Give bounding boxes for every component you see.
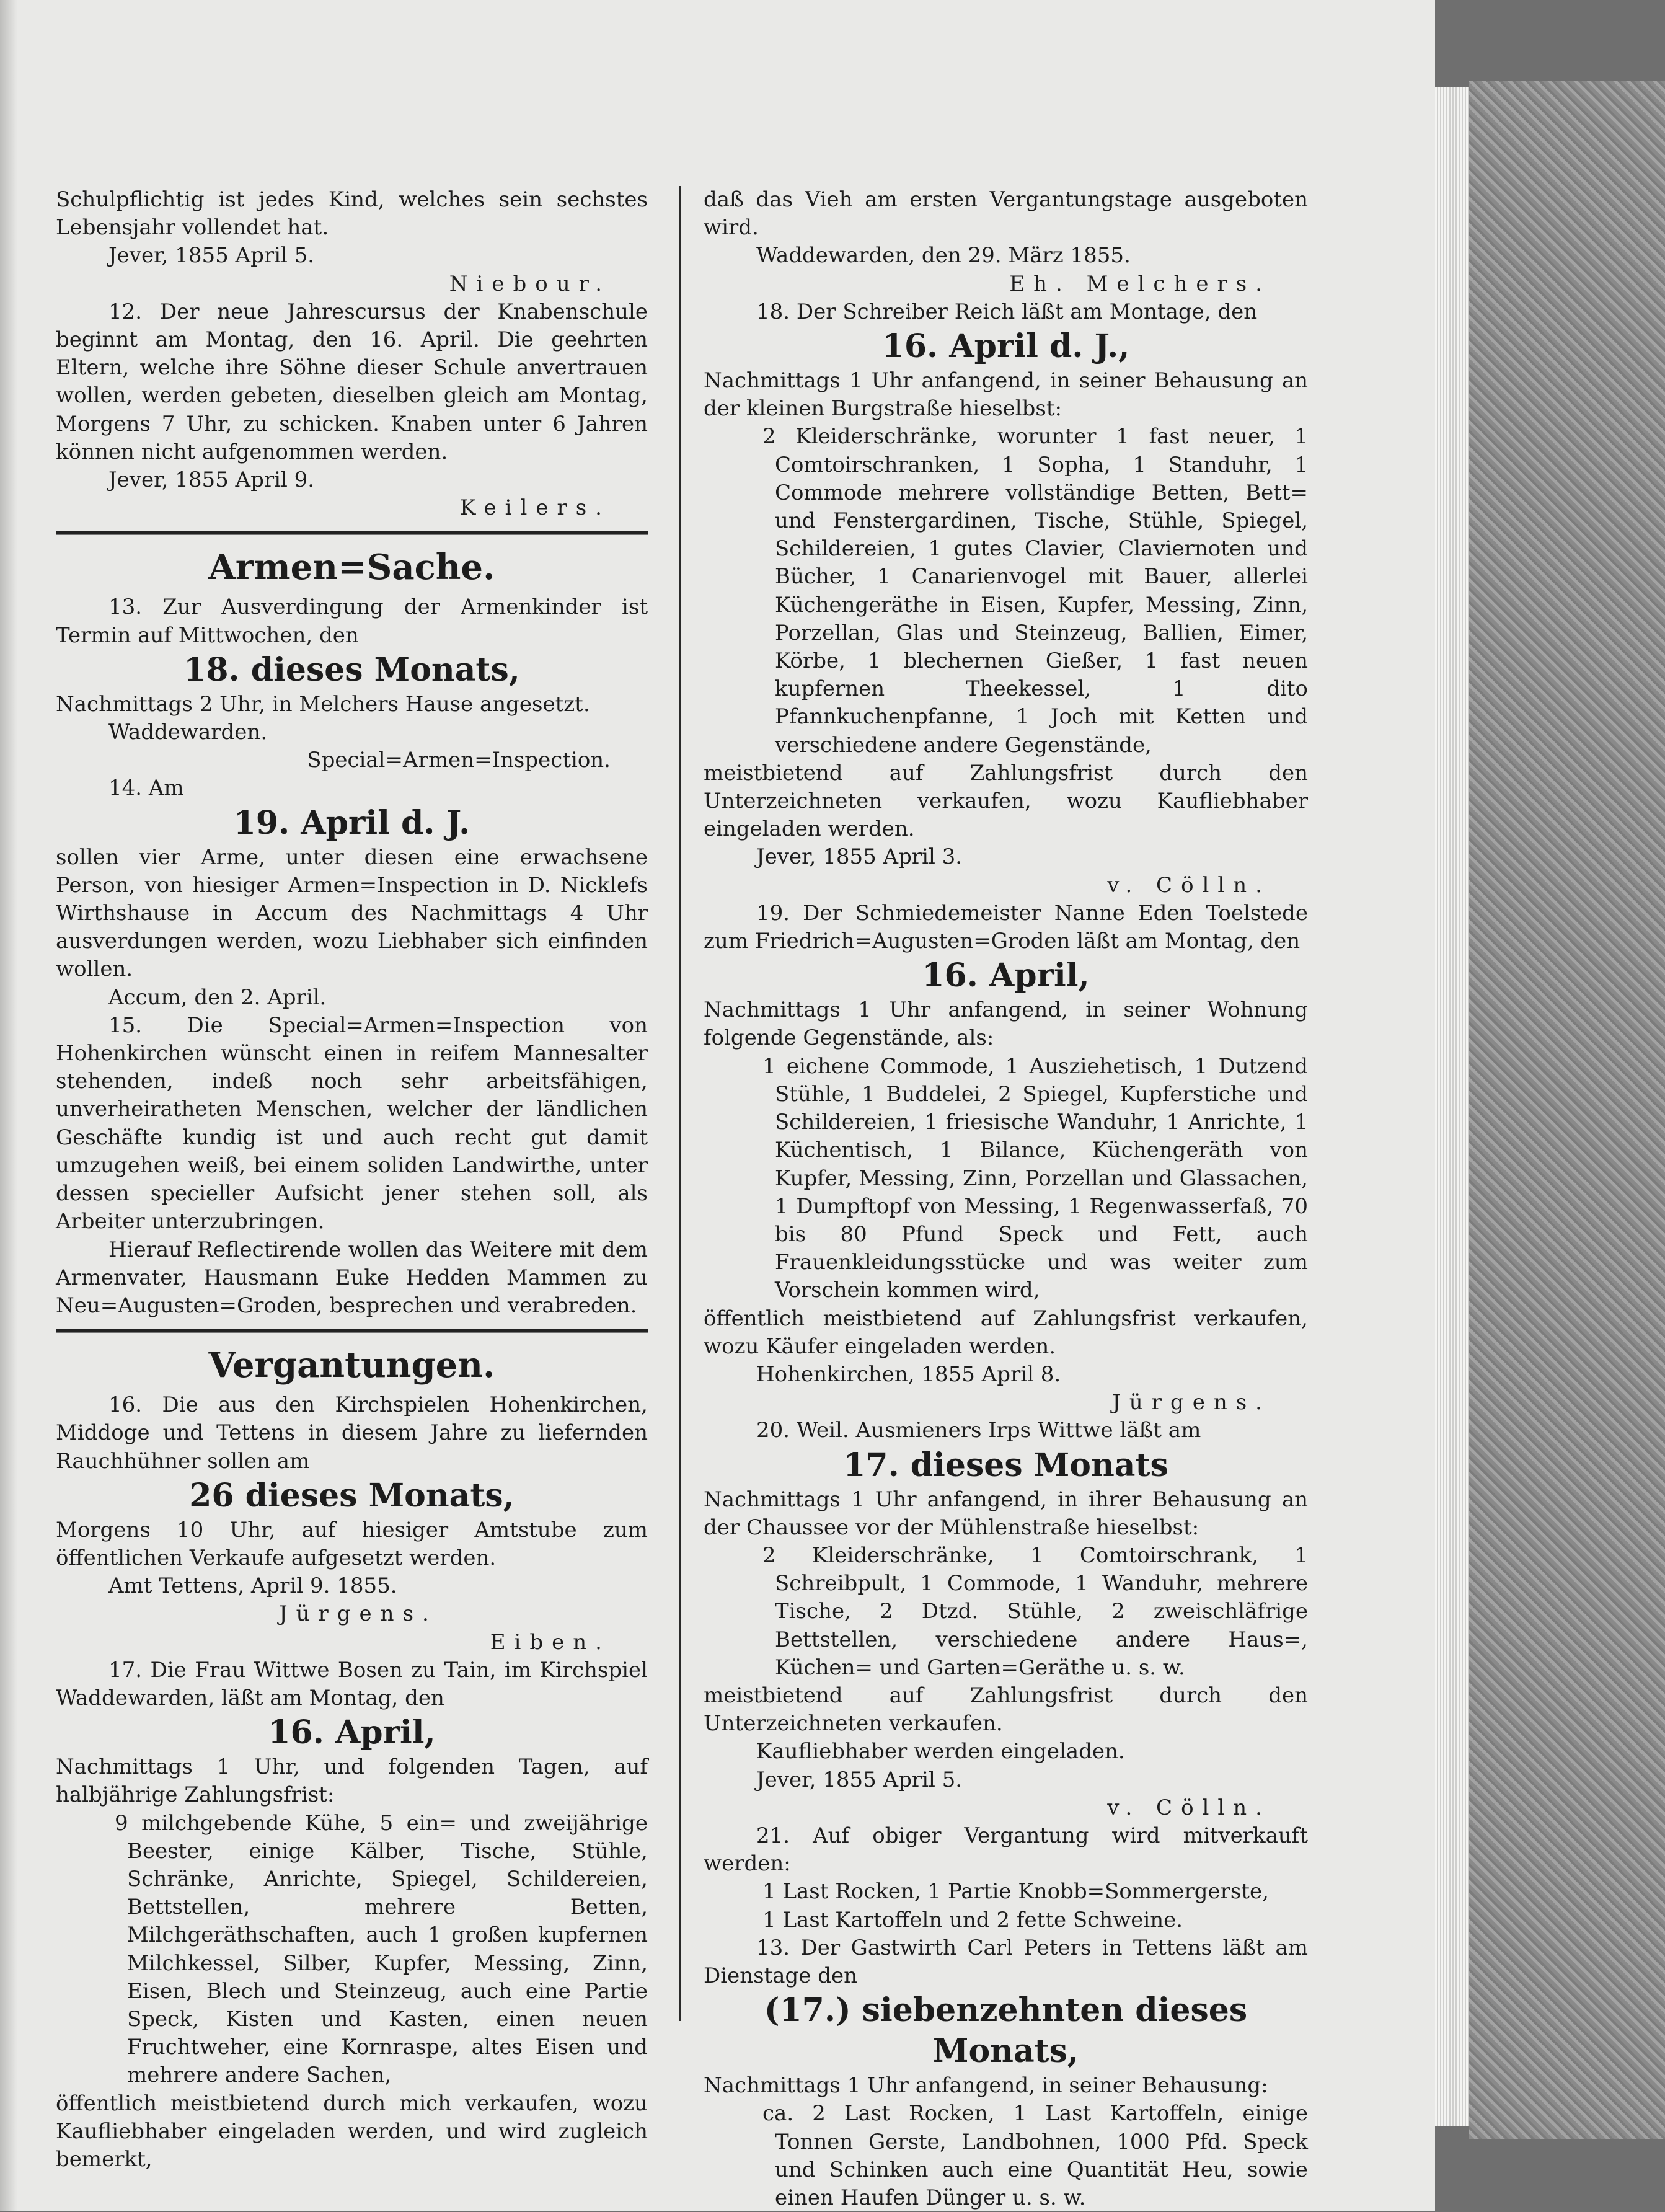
date-line: Amt Tettens, April 9. 1855. — [108, 1573, 397, 1599]
date-line: Waddewarden, den 29. März 1855. — [756, 243, 1131, 268]
item-list: ca. 2 Last Rocken, 1 Last Kartoffeln, einige Tonnen Gerste, Landbohnen, 1000 Pfd. Speck und Schinken auch eine Quantität Heu, sowie einen Haufen Dünger u. s. w. — [762, 2101, 1308, 2210]
book-cover-marbled — [1469, 81, 1665, 2139]
notice-13-cont: Nachmittags 2 Uhr, in Melchers Hause angesetzt. — [56, 691, 590, 717]
notice-14: 14. Am — [108, 776, 184, 801]
notice-13-right: 13. Der Gastwirth Carl Peters in Tettens läßt am Dienstage den — [704, 1935, 1308, 1988]
notice-15-cont: Hierauf Reflectirende wollen das Weitere mit dem Armenvater, Hausmann Euke Hedden Mammen zu Neu=Augusten=Groden, besprechen und verabreden. — [56, 1237, 648, 1318]
item-list: 2 Kleiderschränke, 1 Comtoirschrank, 1 Schreibpult, 1 Commode, 1 Wanduhr, mehrere Tische, 2 Dtzd. Stühle, 2 zweischläfrige Bettstellen, verschiedene andere Haus=, Küchen= und Garten=Geräthe u. s. w. — [762, 1542, 1308, 1680]
right-column — [704, 186, 1308, 2212]
section-heading-vergantungen: Vergantungen. — [208, 1345, 495, 1386]
page-stack-edge — [1435, 87, 1469, 2126]
notice-19: 19. Der Schmiedemeister Nanne Eden Toelstede zum Friedrich=Augusten=Groden läßt am Montag, den — [704, 900, 1308, 954]
signature: Keilers. — [460, 495, 611, 521]
notice-schulpflicht: Schulpflichtig ist jedes Kind, welches sein sechstes Lebensjahr vollendet hat. — [56, 187, 648, 241]
notice-17: 17. Die Frau Wittwe Bosen zu Tain, im Kirchspiel Waddewarden, läßt am Montag, den — [56, 1657, 648, 1710]
notice-15: 15. Die Special=Armen=Inspection von Hohenkirchen wünscht einen in reifem Mannesalter stehenden, indeß noch sehr arbeitsfähigen, unverheiratheten Menschen, welcher der ländlichen Geschäfte kundig ist und auch recht gut damit umzugehen weiß, bei einem soliden Landwirthe, unter dessen specieller Aufsicht jener stehen soll, als Arbeiter unterzubringen. — [56, 1012, 648, 1234]
notice-18: 18. Der Schreiber Reich läßt am Montage, den — [756, 299, 1258, 324]
signature: Eiben. — [490, 1629, 611, 1655]
column-divider — [679, 186, 681, 2021]
item-list: 9 milchgebende Kühe, 5 ein= und zweijährige Beester, einige Kälber, Tische, Stühle, Schränke, Anrichte, Spiegel, Schildereien, Bettstellen, mehrere Betten, Milchgeräthschaften, auch 1 großen kupfernen Milchkessel, Silber, Kupfer, Messing, Zinn, Eisen, Blech und Steinzeug, auch eine Partie Speck, Kisten und Kasten, einen neuen Fruchtweher, eine Kornraspe, altes Eisen und mehrere andere Sachen, — [115, 1810, 648, 2088]
date-line: Jever, 1855 April 5. — [756, 1767, 963, 1792]
notice-21: 21. Auf obiger Vergantung wird mitverkauft werden: — [704, 1823, 1308, 1877]
section-divider — [56, 1329, 648, 1333]
signature: Jürgens. — [1112, 1390, 1271, 1415]
signature: Special=Armen=Inspection. — [307, 748, 611, 773]
section-heading-armen: Armen=Sache. — [208, 547, 495, 588]
highlight-date: 17. dieses Monats — [843, 1446, 1168, 1484]
highlight-date: 16. April, — [922, 957, 1090, 995]
notice-17-end: daß das Vieh am ersten Vergantungstage ausgeboten wird. — [704, 187, 1308, 241]
notice-17-cont: Nachmittags 1 Uhr, und folgenden Tagen, auf halbjährige Zahlungsfrist: — [56, 1754, 648, 1808]
highlight-date: 26 dieses Monats, — [189, 1476, 515, 1515]
section-divider — [56, 531, 648, 535]
item-line: 1 Last Rocken, 1 Partie Knobb=Sommergerste, — [762, 1879, 1269, 1905]
notice-19-cont: öffentlich meistbietend auf Zahlungsfrist verkaufen, wozu Käufer eingeladen werden. — [704, 1306, 1308, 1359]
highlight-date: 16. April d. J., — [881, 327, 1130, 366]
highlight-date: 19. April d. J. — [233, 803, 470, 842]
item-list: 1 eichene Commode, 1 Ausziehetisch, 1 Dutzend Stühle, 1 Buddelei, 2 Spiegel, Kupferstiche und Schildereien, 1 friesische Wanduhr, 1 Anrichte, 1 Küchentisch, 1 Bilance, Küchengeräth von Kupfer, Messing, Zinn, Porzellan und Glassachen, 1 Dumpftopf von Messing, 1 Regenwasserfaß, 70 bis 80 Pfund Speck und Fett, auch Frauenkleidungsstücke und was weiter zum Vorschein kommen wird, — [762, 1053, 1308, 1303]
notice-13-right-cont: Nachmittags 1 Uhr anfangend, in seiner Behausung: — [704, 2073, 1268, 2099]
notice-14-cont: sollen vier Arme, unter diesen eine erwachsene Person, von hiesiger Armen=Inspection in D. Nicklefs Wirthshause in Accum des Nachmittags 4 Uhr ausverdungen werden, wozu Liebhaber sich einfinden wollen. — [56, 844, 648, 982]
signature: v. Cölln. — [1107, 1795, 1271, 1820]
item-list: 2 Kleiderschränke, worunter 1 fast neuer, 1 Comtoirschranken, 1 Sopha, 1 Standuhr, 1 Commode mehrere vollständige Betten, Bett= und Fenstergardinen, Tische, Stühle, Spiegel, Schildereien, 1 gutes Clavier, Claviernoten und Bücher, 1 Canarienvogel mit Bauer, allerlei Küchengeräthe in Eisen, Kupfer, Messing, Zinn, Porzellan, Glas und Steinzeug, Ballien, Eimer, Körbe, 1 blechernen Gießer, 1 fast neuen kupfernen Theekessel, 1 dito Pfannkuchenpfanne, 1 Joch mit Ketten und verschiedene andere Gegenstände, — [762, 424, 1308, 758]
notice-20-cont: Nachmittags 1 Uhr anfangend, in ihrer Behausung an der Chaussee vor der Mühlenstraße hieselbst: — [704, 1487, 1308, 1540]
notice-17-cont: öffentlich meistbietend durch mich verkaufen, wozu Kaufliebhaber eingeladen werden, und wird zugleich bemerkt, — [56, 2090, 648, 2172]
notice-20-cont: meistbietend auf Zahlungsfrist durch den Unterzeichneten verkaufen. — [704, 1683, 1308, 1736]
date-line: Accum, den 2. April. — [108, 984, 327, 1010]
notice-20: 20. Weil. Ausmieners Irps Wittwe läßt am — [756, 1418, 1201, 1443]
notice-13: 13. Zur Ausverdingung der Armenkinder ist Termin auf Mittwochen, den — [56, 595, 648, 648]
date-line: Waddewarden. — [108, 720, 268, 745]
page-shadow — [0, 0, 17, 2211]
notice-20-cont: Kaufliebhaber werden eingeladen. — [756, 1739, 1125, 1764]
notice-18-cont: meistbietend auf Zahlungsfrist durch den Unterzeichneten verkaufen, wozu Kaufliebhaber eingeladen werden. — [704, 760, 1308, 842]
date-line: Hohenkirchen, 1855 April 8. — [756, 1361, 1061, 1387]
notice-19-cont: Nachmittags 1 Uhr anfangend, in seiner Wohnung folgende Gegenstände, als: — [704, 998, 1308, 1051]
date-line: Jever, 1855 April 9. — [108, 467, 315, 493]
signature: Eh. Melchers. — [1009, 271, 1271, 296]
notice-12: 12. Der neue Jahrescursus der Knabenschule beginnt am Montag, den 16. April. Die geehrten Eltern, welche ihre Söhne dieser Schule anvertrauen wollen, werden gebeten, dieselben gleich am Montag, Morgens 7 Uhr, zu schicken. Knaben unter 6 Jahren können nicht aufgenommen werden. — [56, 299, 648, 464]
highlight-date: 18. dieses Monats, — [183, 650, 520, 689]
signature: v. Cölln. — [1107, 872, 1271, 898]
notice-16-cont: Morgens 10 Uhr, auf hiesiger Amtstube zum öffentlichen Verkaufe aufgesetzt werden. — [56, 1517, 648, 1570]
highlight-date: 16. April, — [268, 1714, 436, 1752]
left-column — [56, 186, 648, 2174]
date-line: Jever, 1855 April 5. — [108, 243, 315, 268]
date-line: Jever, 1855 April 3. — [756, 844, 963, 870]
signature: Jürgens. — [279, 1601, 438, 1627]
notice-16: 16. Die aus den Kirchspielen Hohenkirchen, Middoge und Tettens in diesem Jahre zu liefernden Rauchhühner sollen am — [56, 1392, 648, 1474]
highlight-date: (17.) siebenzehnten dieses Monats, — [764, 1991, 1248, 2071]
notice-18-cont: Nachmittags 1 Uhr anfangend, in seiner Behausung an der kleinen Burgstraße hieselbst: — [704, 368, 1308, 422]
item-line: 1 Last Kartoffeln und 2 fette Schweine. — [762, 1907, 1183, 1932]
signature: Niebour. — [449, 271, 611, 296]
